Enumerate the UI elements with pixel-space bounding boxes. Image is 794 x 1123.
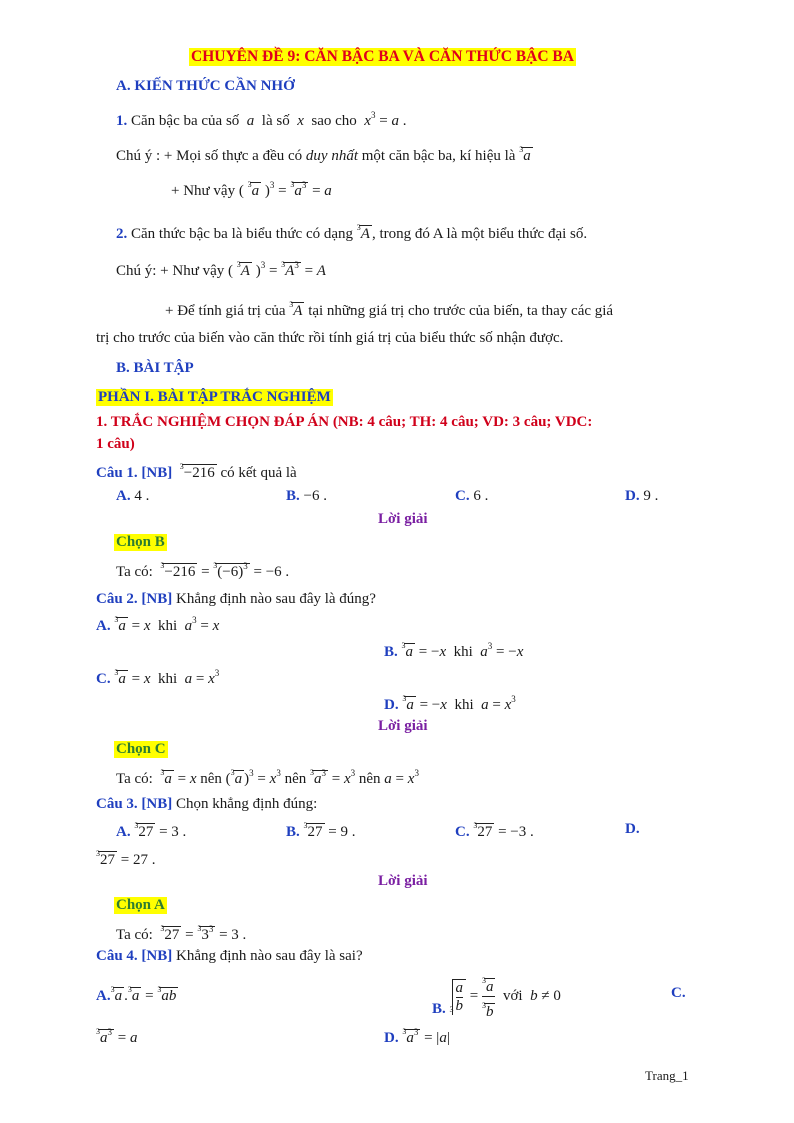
option-letter: C.	[455, 824, 470, 840]
option-value: 6 .	[473, 488, 489, 504]
q2-option-a[interactable]: A. $^3$a = x khi $a^3 = x$	[96, 615, 220, 634]
question-4	[96, 948, 363, 965]
q4-option-c[interactable]	[671, 985, 686, 1002]
text: + Để tính giá trị của	[165, 303, 286, 319]
q1-option-a[interactable]	[116, 488, 149, 505]
question-label: Câu 3. [NB]	[96, 796, 173, 812]
text: Ta có:	[116, 927, 153, 943]
note-1-line-1: Chú ý : + Mọi số thực a đều có duy nhất một căn bậc ba, kí hiệu là $^3$a	[116, 145, 531, 164]
q1-solution-label: Lời giải	[378, 511, 428, 527]
option-letter: A.	[96, 618, 111, 634]
definition-2: 2. Căn thức bậc ba là biểu thức có dạng $^3$A , trong đó A là một biểu thức đại số.	[116, 223, 588, 242]
q3-choice: Chọn A	[116, 897, 165, 913]
q3-option-c[interactable]: C. $^3$27 = −3 .	[455, 821, 534, 840]
q3-solution-label: Lời giải	[378, 873, 428, 889]
q3-option-d[interactable]	[625, 821, 640, 838]
option-letter: D.	[625, 821, 640, 837]
italic-text: duy nhất	[305, 148, 358, 164]
text: một căn bậc ba, kí hiệu là	[361, 148, 516, 164]
q1-solution: Ta có: $^3-216 = ^3(-6)^3 = -6$ .	[116, 561, 290, 580]
question-text: Khẳng định nào sau đây là đúng?	[176, 591, 376, 607]
question-3	[96, 796, 317, 813]
text: nên	[284, 771, 307, 787]
q4-option-c-value: $^3a^3 = a$	[96, 1027, 138, 1046]
q2-solution: Ta có: $^3$a = x nên ($^3$a )$^3 = x^3$ nên $^3a^3 = x^3$ nên $a = x^3$	[116, 768, 419, 787]
text: khi	[454, 697, 474, 713]
question-1: Câu 1. [NB] $^3$−216 có kết quả là	[96, 462, 297, 481]
question-label: Câu 1. [NB]	[96, 465, 173, 481]
text: khi	[157, 671, 178, 687]
q2-option-c[interactable]: C. $^3$a = x khi $a = x^3$	[96, 668, 220, 687]
mc-header-line-1: 1. TRẮC NGHIỆM CHỌN ĐÁP ÁN (NB: 4 câu; TH: 4 câu; VD: 3 câu; VDC:	[96, 414, 593, 430]
question-text: có kết quả là	[220, 465, 297, 481]
text: khi	[453, 644, 473, 660]
note-2-line-2: + Để tính giá trị của $^3$A tại những giá trị cho trước của biến, ta thay các giá	[165, 300, 614, 319]
q3-option-d-value: $^3$27 = 27 .	[96, 849, 156, 868]
page-number: Trang_1	[645, 1068, 689, 1083]
q1-choice: Chọn B	[116, 534, 165, 550]
note-1-line-2: + Như vậy ( $^3$a )$^3 = ^3a^3 = a$	[171, 180, 332, 199]
text: sao cho	[311, 113, 357, 129]
text: nên	[200, 771, 222, 787]
section-b-heading: B. BÀI TẬP	[116, 360, 194, 376]
text: + Như vậy	[171, 183, 236, 199]
q4-option-a[interactable]: A.$^3$a .$^3$a = $^3$ab	[96, 985, 177, 1004]
q1-option-c[interactable]	[455, 488, 488, 505]
q2-choice: Chọn C	[116, 741, 166, 757]
question-label: Câu 4. [NB]	[96, 948, 173, 964]
option-letter: D.	[384, 1030, 399, 1046]
q2-solution-label: Lời giải	[378, 718, 428, 734]
q4-option-b[interactable]: B. 3 $\frac{a}{b}$ = $\frac{^3a}{^3b}$ với b ≠ 0	[432, 972, 561, 1021]
text: nên	[358, 771, 381, 787]
option-letter: B.	[384, 644, 398, 660]
text: Ta có:	[116, 564, 153, 580]
option-letter: A.	[96, 988, 111, 1004]
option-value: 9 .	[643, 488, 659, 504]
item-number: 2.	[116, 226, 128, 242]
text: tại những giá trị cho trước của biến, ta thay các giá	[308, 303, 614, 319]
part-1-heading: PHẦN I. BÀI TẬP TRẮC NGHIỆM	[98, 389, 331, 405]
q1-option-d[interactable]	[625, 488, 658, 505]
text: Chú ý: + Như vậy	[116, 263, 225, 279]
q4-option-d[interactable]: D. $^3a^3 = |a|$	[384, 1027, 450, 1046]
q3-option-b[interactable]: B. $^3$27 = 9 .	[286, 821, 356, 840]
question-text: Chọn khẳng định đúng:	[176, 796, 318, 812]
text: là số	[261, 113, 290, 129]
definition-1: 1. Căn bậc ba của số a là số x sao cho $x^3 = a$ .	[116, 110, 407, 129]
option-letter: B.	[286, 488, 300, 504]
option-letter: C.	[671, 985, 686, 1001]
q1-option-b[interactable]	[286, 488, 327, 505]
option-value: 4 .	[134, 488, 150, 504]
option-letter: C.	[455, 488, 470, 504]
q3-option-a[interactable]: A. $^3$27 = 3 .	[116, 821, 187, 840]
note-2-line-1: Chú ý: + Như vậy ( $^3$A )$^3 = ^3A^3 = A$	[116, 260, 326, 279]
q3-solution: Ta có: $^327 = ^33^3 = 3$ .	[116, 924, 247, 943]
text: Căn thức bậc ba là biểu thức có dạng	[131, 226, 354, 242]
option-letter: B.	[286, 824, 300, 840]
option-value: −6 .	[303, 488, 327, 504]
text: , trong đó A là một biểu thức đại số.	[371, 226, 588, 242]
question-label: Câu 2. [NB]	[96, 591, 173, 607]
question-text: Khẳng định nào sau đây là sai?	[176, 948, 363, 964]
option-letter: D.	[625, 488, 640, 504]
text: Căn bậc ba của số	[131, 113, 240, 129]
mc-header-line-2: 1 câu)	[96, 436, 135, 452]
text: với	[502, 987, 523, 1004]
text: Ta có:	[116, 771, 153, 787]
option-letter: A.	[116, 824, 131, 840]
option-letter: C.	[96, 671, 111, 687]
question-2	[96, 591, 376, 608]
note-2-line-3: trị cho trước của biến vào căn thức rồi tính giá trị của biểu thức số nhận được.	[96, 330, 564, 346]
page-title: CHUYÊN ĐỀ 9: CĂN BẬC BA VÀ CĂN THỨC BẬC BA	[191, 48, 574, 65]
item-number: 1.	[116, 113, 128, 129]
option-letter: D.	[384, 697, 399, 713]
q2-option-b[interactable]: B. $^3$a = −x khi $a^3 = -x$	[384, 641, 524, 660]
q2-option-d[interactable]: D. $^3$a = −x khi $a = x^3$	[384, 694, 516, 713]
text: Chú ý : + Mọi số thực a đều có	[116, 148, 303, 164]
text: khi	[157, 618, 178, 634]
section-a-heading: A. KIẾN THỨC CẦN NHỚ	[116, 78, 295, 94]
option-letter: B.	[432, 1000, 446, 1017]
option-letter: A.	[116, 488, 131, 504]
